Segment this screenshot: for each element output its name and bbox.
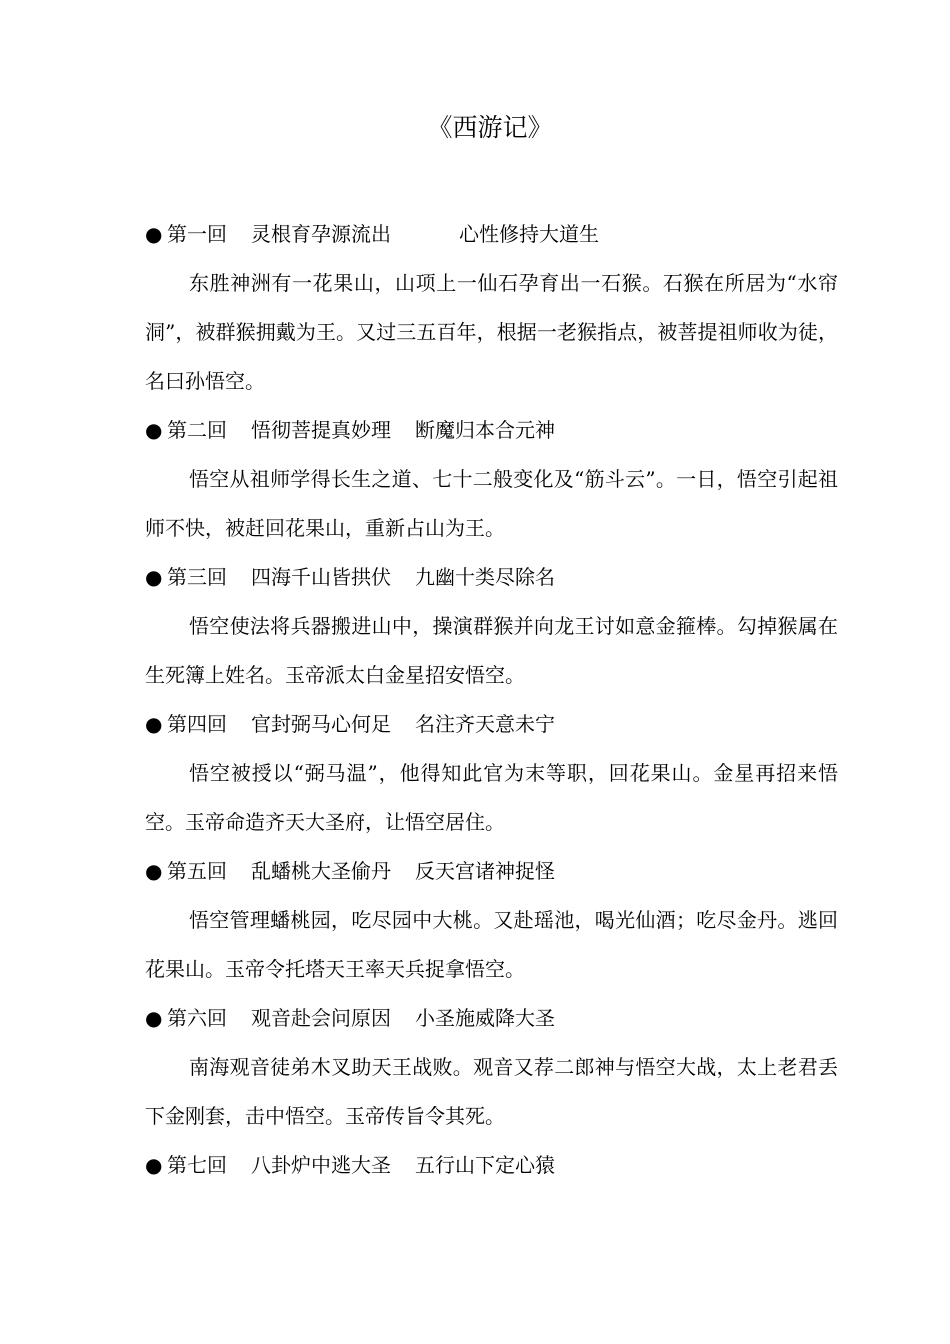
- chapter-title-second-line: 名注齐天意未宁: [415, 712, 555, 736]
- bullet-icon: ●: [145, 1006, 163, 1030]
- chapter-4: [145, 700, 838, 847]
- chapter-number: 第一回: [167, 222, 227, 246]
- chapter-list: [145, 210, 838, 1190]
- chapter-1: [145, 210, 838, 406]
- document-title: 《西游记》: [427, 113, 553, 142]
- chapter-heading: [145, 700, 838, 749]
- chapter-title-second-line: 小圣施威降大圣: [415, 1006, 555, 1030]
- chapter-heading: [145, 1141, 838, 1190]
- chapter-2: [145, 406, 838, 553]
- chapter-heading: [145, 406, 838, 455]
- chapter-summary: 悟空使法将兵器搬进山中，操演群猴并向龙王讨如意金箍棒。勾掉猴属在生死簿上姓名。玉帝派太白金星招安悟空。: [145, 614, 838, 687]
- chapter-heading: [145, 994, 838, 1043]
- chapter-summary: 南海观音徒弟木叉助天王战败。观音又荐二郎神与悟空大战，太上老君丢下金刚套，击中悟空。玉帝传旨令其死。: [145, 1055, 838, 1128]
- chapter-number: 第五回: [167, 859, 227, 883]
- chapter-summary: 悟空管理蟠桃园，吃尽园中大桃。又赴瑶池，喝光仙酒；吃尽金丹。逃回花果山。玉帝令托塔天王率天兵捉拿悟空。: [145, 908, 838, 981]
- chapter-title-first-line: 官封弼马心何足: [251, 712, 391, 736]
- chapter-title-second-line: 五行山下定心猿: [415, 1153, 555, 1177]
- chapter-title-first-line: 乱蟠桃大圣偷丹: [251, 859, 391, 883]
- chapter-title-second-line: 心性修持大道生: [459, 222, 599, 246]
- chapter-title-second-line: 反天宫诸神捉怪: [415, 859, 555, 883]
- bullet-icon: ●: [145, 418, 163, 442]
- chapter-number: 第六回: [167, 1006, 227, 1030]
- chapter-6: [145, 994, 838, 1141]
- chapter-title-first-line: 灵根育孕源流出: [251, 222, 391, 246]
- chapter-heading: [145, 847, 838, 896]
- chapter-heading: [145, 553, 838, 602]
- chapter-heading: [145, 210, 838, 259]
- chapter-5: [145, 847, 838, 994]
- chapter-summary: 东胜神洲有一花果山，山项上一仙石孕育出一石猴。石猴在所居为“水帘洞”，被群猴拥戴为王。又过三五百年，根据一老猴指点，被菩提祖师收为徒，名曰孙悟空。: [145, 271, 838, 393]
- chapter-title-second-line: 九幽十类尽除名: [415, 565, 555, 589]
- bullet-icon: ●: [145, 859, 163, 883]
- chapter-title-first-line: 八卦炉中逃大圣: [251, 1153, 391, 1177]
- chapter-title-first-line: 悟彻菩提真妙理: [251, 418, 391, 442]
- bullet-icon: ●: [145, 1153, 163, 1177]
- bullet-icon: ●: [145, 222, 163, 246]
- chapter-summary: 悟空从祖师学得长生之道、七十二般变化及“筋斗云”。一日，悟空引起祖师不快，被赶回花果山，重新占山为王。: [145, 467, 838, 540]
- chapter-number: 第四回: [167, 712, 227, 736]
- bullet-icon: ●: [145, 712, 163, 736]
- bullet-icon: ●: [145, 565, 163, 589]
- chapter-7: [145, 1141, 838, 1190]
- chapter-title-second-line: 断魔归本合元神: [415, 418, 555, 442]
- chapter-title-first-line: 四海千山皆拱伏: [251, 565, 391, 589]
- chapter-summary: 悟空被授以“弼马温”，他得知此官为末等职，回花果山。金星再招来悟空。玉帝命造齐天大圣府，让悟空居住。: [145, 761, 838, 834]
- chapter-title-first-line: 观音赴会问原因: [251, 1006, 391, 1030]
- chapter-number: 第二回: [167, 418, 227, 442]
- chapter-number: 第三回: [167, 565, 227, 589]
- chapter-3: [145, 553, 838, 700]
- chapter-number: 第七回: [167, 1153, 227, 1177]
